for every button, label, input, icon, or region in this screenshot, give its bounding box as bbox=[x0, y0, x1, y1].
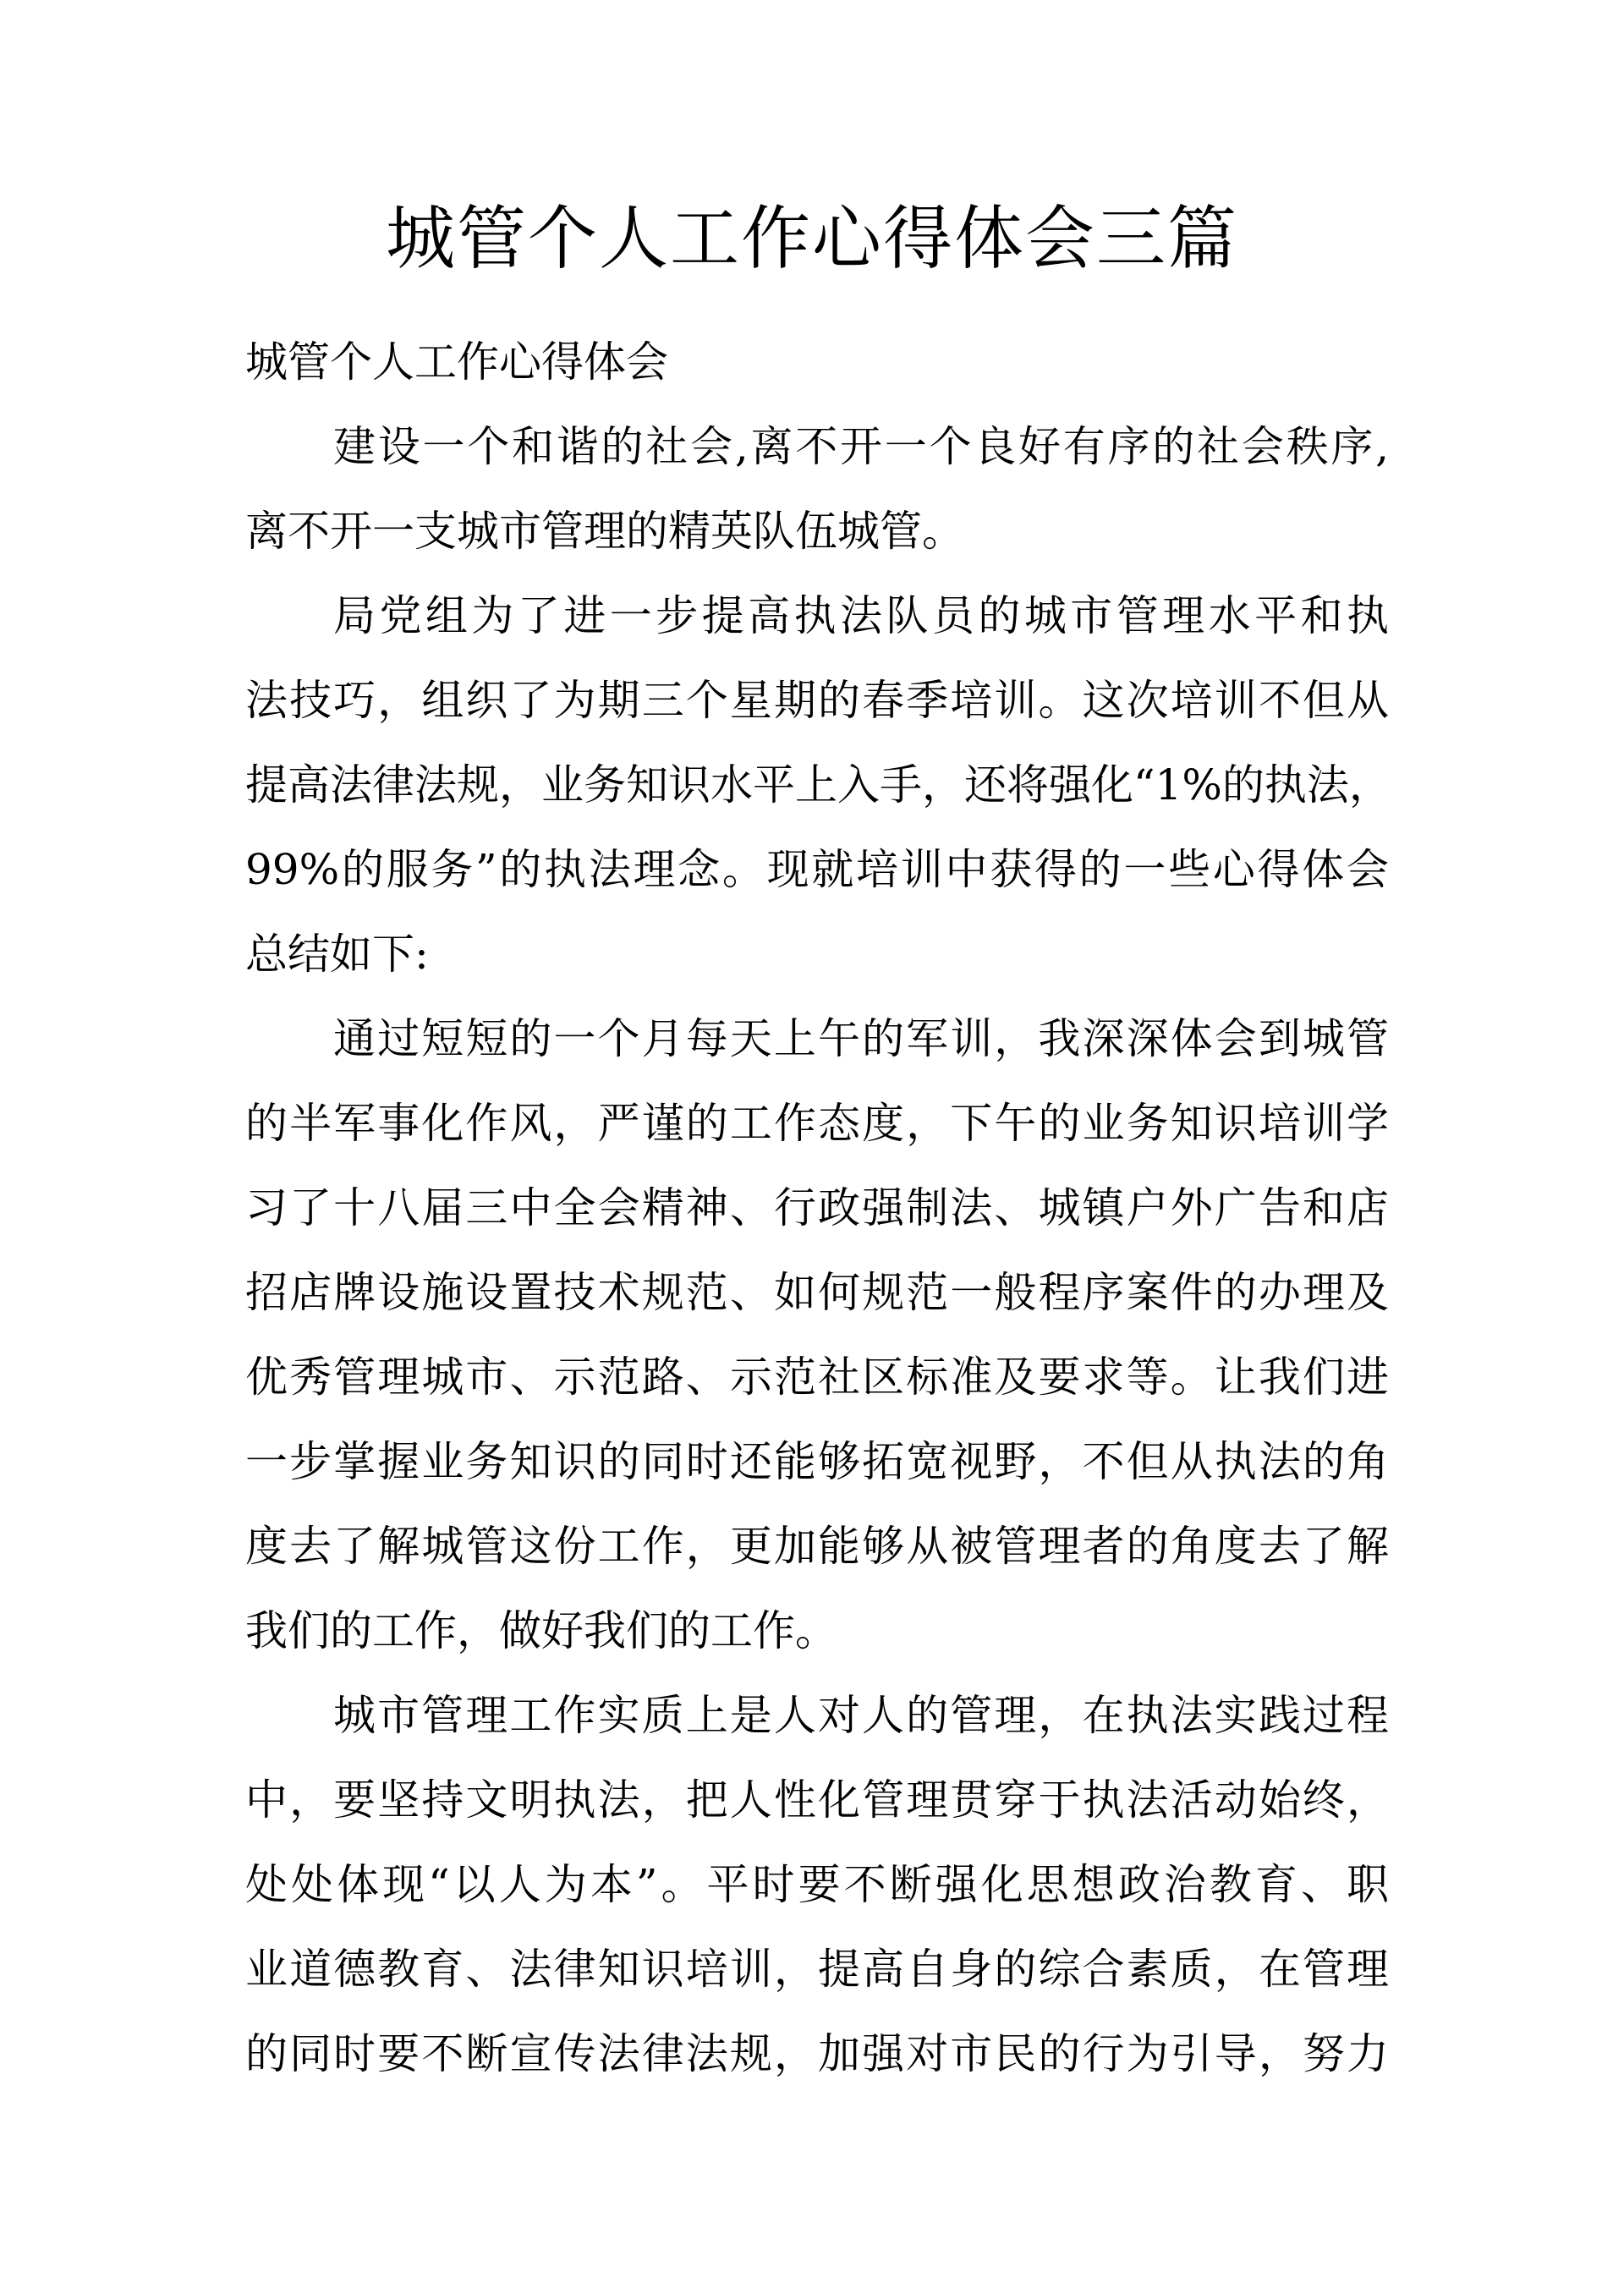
text-line: 优秀管理城市、示范路、示范社区标准及要求等。让我们进 bbox=[245, 1353, 1389, 1402]
text-line: 城市管理工作实质上是人对人的管理，在执法实践过程 bbox=[333, 1691, 1389, 1740]
text-line: 的同时要不断宣传法律法规，加强对市民的行为引导，努力 bbox=[245, 2029, 1389, 2078]
text-line: 建设一个和谐的社会,离不开一个良好有序的社会秩序, bbox=[333, 422, 1389, 471]
paragraph-4 bbox=[245, 1673, 1389, 2096]
text-line: 处处体现“以人为本”。平时要不断强化思想政治教育、职 bbox=[245, 1860, 1389, 1909]
text-line: 局党组为了进一步提高执法队员的城市管理水平和执 bbox=[333, 591, 1389, 640]
text-line: 业道德教育、法律知识培训，提高自身的综合素质，在管理 bbox=[245, 1945, 1389, 1994]
text-line: 招店牌设施设置技术规范、如何规范一般程序案件的办理及 bbox=[245, 1268, 1389, 1317]
paragraph-2 bbox=[245, 574, 1389, 996]
text-line: 提高法律法规，业务知识水平上入手，还将强化“1%的执法， bbox=[245, 760, 1391, 809]
section-subtitle: 城管个人工作心得体会 bbox=[245, 338, 668, 387]
text-line: 中，要坚持文明执法，把人性化管理贯穿于执法活动始终， bbox=[245, 1775, 1389, 1825]
document-body bbox=[245, 320, 1389, 2096]
text-line: 一步掌握业务知识的同时还能够拓宽视野，不但从执法的角 bbox=[245, 1437, 1389, 1486]
paragraph-3 bbox=[245, 996, 1389, 1673]
text-line: 的半军事化作风，严谨的工作态度，下午的业务知识培训学 bbox=[245, 1099, 1389, 1148]
paragraph-1 bbox=[245, 404, 1389, 574]
document-title: 城管个人工作心得体会三篇 bbox=[385, 199, 1238, 279]
text-line: 离不开一支城市管理的精英队伍城管。 bbox=[245, 507, 964, 556]
text-line: 总结如下: bbox=[245, 930, 429, 979]
text-line: 度去了解城管这份工作，更加能够从被管理者的角度去了解 bbox=[245, 1522, 1389, 1571]
text-line: 法技巧，组织了为期三个星期的春季培训。这次培训不但从 bbox=[245, 676, 1389, 725]
text-line: 我们的工作，做好我们的工作。 bbox=[245, 1606, 837, 1655]
text-line: 习了十八届三中全会精神、行政强制法、城镇户外广告和店 bbox=[245, 1183, 1389, 1232]
text-line: 99%的服务”的执法理念。现就培训中获得的一些心得体会 bbox=[245, 845, 1389, 894]
text-line: 通过短短的一个月每天上午的军训，我深深体会到城管 bbox=[333, 1014, 1389, 1063]
